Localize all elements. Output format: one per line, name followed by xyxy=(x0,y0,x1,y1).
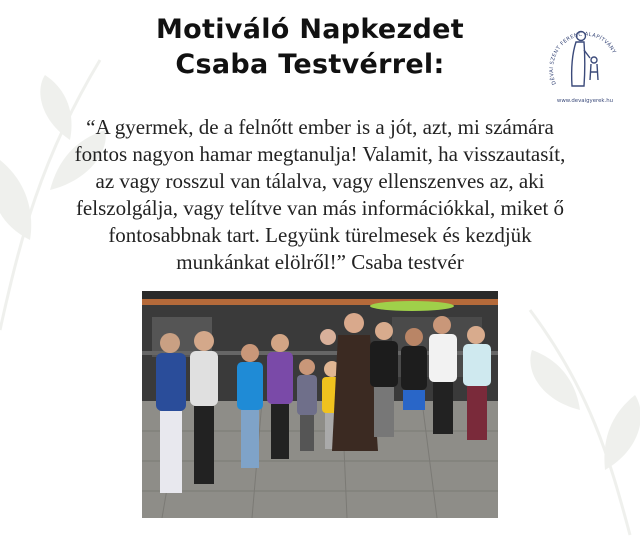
group-photo-illustration xyxy=(142,291,498,518)
group-photo xyxy=(142,291,498,518)
saint-and-child-emblem-icon xyxy=(572,32,598,87)
page-title xyxy=(90,12,530,82)
quote-block xyxy=(30,114,610,276)
background-leaf-right xyxy=(510,300,640,540)
title-line-1: Motiváló Napkezdet xyxy=(156,14,464,45)
foundation-logo xyxy=(548,14,622,106)
quote-line-4: felszolgálja, vagy telítve van más információkkal, miket ő xyxy=(75,196,565,220)
quote-line-1: “A gyermek, de a felnőtt ember is a jót, azt, mi számára xyxy=(86,115,554,139)
logo-arc-text: DÉVAI SZENT FERENC ALAPÍTVÁNY xyxy=(548,31,617,86)
quote-line-5: fontosabbnak tart. Legyünk türelmesek és kezdjük xyxy=(108,223,532,247)
title-line-2: Csaba Testvérrel: xyxy=(175,49,445,80)
quote-line-3: az vagy rosszul van tálalva, vagy ellenszenves az, aki xyxy=(95,169,545,193)
quote-line-6: munkánkat elölről!” Csaba testvér xyxy=(176,250,464,274)
logo-url: www.devaigyerek.hu xyxy=(556,98,614,104)
quote-line-2: fontos nagyon hamar megtanulja! Valamit, ha visszautasít, xyxy=(74,142,566,166)
